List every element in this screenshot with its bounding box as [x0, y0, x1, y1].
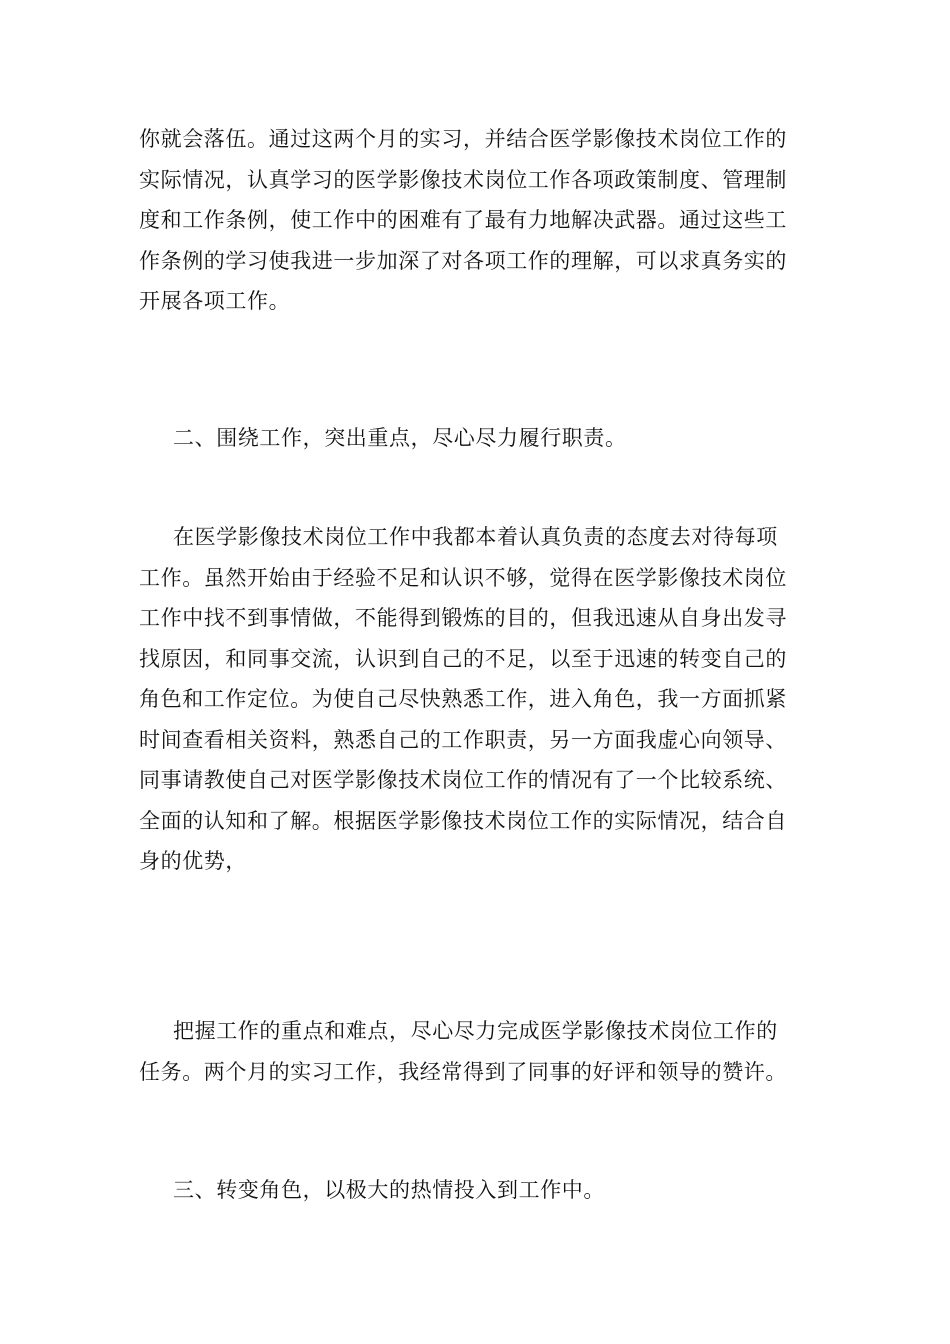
- text-line: 度和工作条例，使工作中的困难有了最有力地解决武器。通过这些工: [139, 208, 787, 232]
- text-line: 工作中找不到事情做，不能得到锻炼的目的，但我迅速从自身出发寻: [139, 606, 787, 630]
- paragraph-continuation: [139, 119, 811, 322]
- section-heading-2: [139, 418, 811, 459]
- text-line: 你就会落伍。通过这两个月的实习，并结合医学影像技术岗位工作的: [139, 127, 787, 151]
- text-line: 身的优势，: [139, 849, 247, 873]
- text-line: 全面的认知和了解。根据医学影像技术岗位工作的实际情况，结合自: [139, 808, 787, 833]
- heading-text: 二、围绕工作，突出重点，尽心尽力履行职责。: [173, 426, 627, 450]
- text-line: 找原因，和同事交流，认识到自己的不足，以至于迅速的转变自己的: [139, 646, 787, 671]
- text-line: 把握工作的重点和难点，尽心尽力完成医学影像技术岗位工作的: [173, 1019, 778, 1043]
- text-line: 在医学影像技术岗位工作中我都本着认真负责的态度去对待每项: [173, 525, 778, 549]
- heading-text: 三、转变角色，以极大的热情投入到工作中。: [173, 1178, 605, 1202]
- section-heading-3: [139, 1170, 811, 1211]
- text-line: 角色和工作定位。为使自己尽快熟悉工作，进入角色，我一方面抓紧: [139, 687, 787, 711]
- paragraph-responsibilities: [139, 517, 811, 882]
- text-line: 开展各项工作。: [139, 289, 291, 313]
- text-line: 任务。两个月的实习工作，我经常得到了同事的好评和领导的赞许。: [139, 1059, 787, 1084]
- text-line: 同事请教使自己对医学影像技术岗位工作的情况有了一个比较系统、: [139, 768, 787, 792]
- text-line: 时间查看相关资料，熟悉自己的工作职责，另一方面我虚心向领导、: [139, 727, 787, 752]
- text-line: 作条例的学习使我进一步加深了对各项工作的理解，可以求真务实的: [139, 248, 787, 273]
- paragraph-key-points: [139, 1011, 811, 1092]
- text-line: 工作。虽然开始由于经验不足和认识不够，觉得在医学影像技术岗位: [139, 565, 787, 590]
- text-line: 实际情况，认真学习的医学影像技术岗位工作各项政策制度、管理制: [139, 167, 787, 192]
